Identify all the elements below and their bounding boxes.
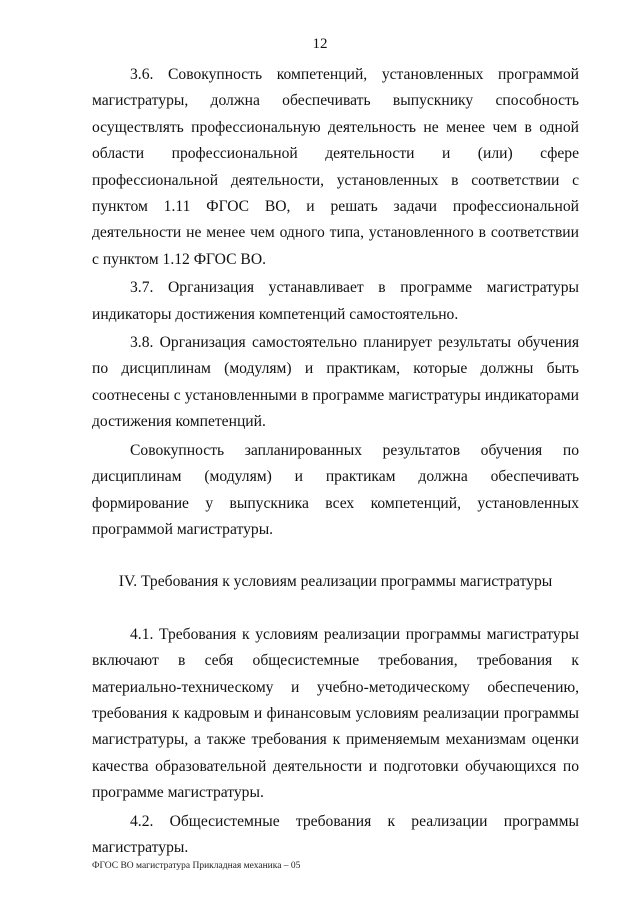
page-number: 12 — [312, 36, 328, 52]
paragraph-3-8 — [92, 330, 579, 436]
paragraph-3-7 — [92, 275, 579, 328]
section-heading: IV. Требования к условиям реализации программы магистратуры — [118, 573, 553, 591]
paragraph-text: 3.7. Организация устанавливает в программе магистратуры индикаторы достижения компетенций самостоятельно. — [92, 279, 579, 323]
paragraph-4-1 — [92, 622, 579, 807]
paragraph-3-6 — [92, 62, 579, 273]
paragraph-3-8-continued — [92, 438, 579, 544]
paragraph-text: 3.8. Организация самостоятельно планирует результаты обучения по дисциплинам (модулям) и практикам, которые должны быть соотнесены с установленными в программе магистратуры индикаторами достижения компетенций. — [92, 334, 579, 431]
paragraph-text: Совокупность запланированных результатов обучения по дисциплинам (модулям) и практикам должна обеспечивать формирование у выпускника всех компетенций, установленных программой магистратуры. — [92, 441, 579, 538]
page-footer: ФГОС ВО магистратура Прикладная механика – 05 — [92, 861, 301, 871]
paragraph-text: 4.1. Требования к условиям реализации программы магистратуры включают в себя общесистемные требования, требования к материально-техническому и учебно-методическому обеспечению, требования к кадровым и финансовым условиям реализации программы магистратуры, а также требования к применяемым механизмам оценки качества образовательной деятельности и подготовки обучающихся по программе магистратуры. — [92, 625, 579, 802]
paragraph-text: 4.2. Общесистемные требования к реализации программы магистратуры. — [92, 812, 579, 856]
paragraph-4-2 — [92, 809, 579, 862]
paragraph-text: 3.6. Совокупность компетенций, установленных программой магистратуры, должна обеспечивать выпускнику способность осуществлять профессиональную деятельность не менее чем в одной области профессиональной деятельности и (или) сфере профессиональной деятельности, установленных в соответствии с пунктом 1.11 ФГОС ВО, и решать задачи профессиональной деятельности не менее чем одного типа, установленного в соответствии с пунктом 1.12 ФГОС ВО. — [92, 66, 579, 268]
document-body — [92, 62, 579, 861]
